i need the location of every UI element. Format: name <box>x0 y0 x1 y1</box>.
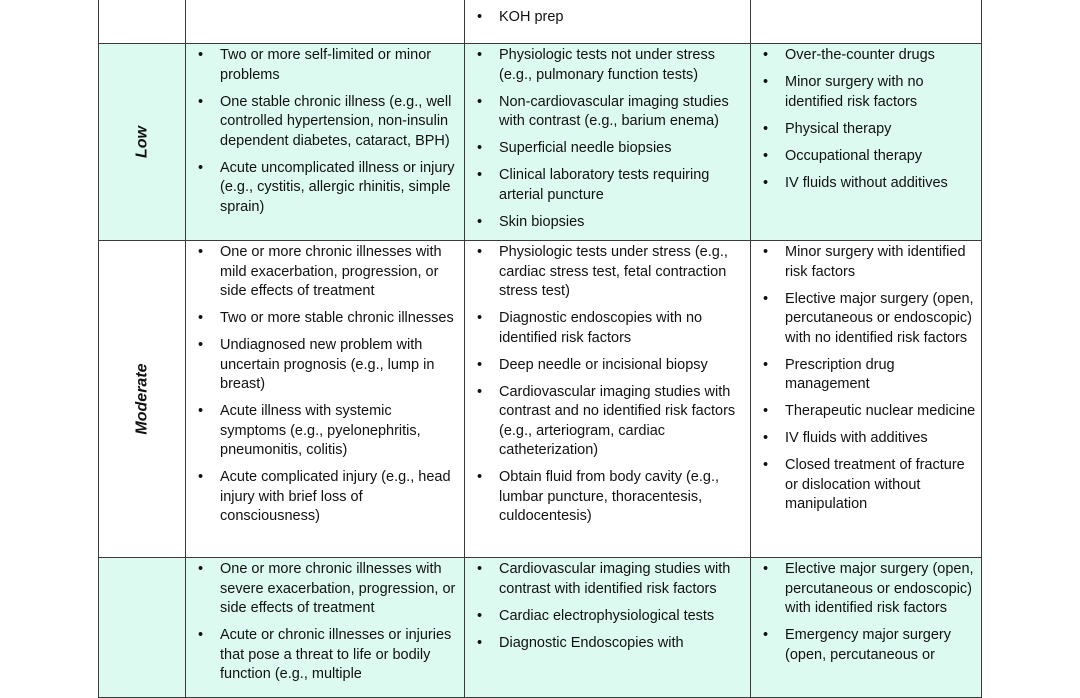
diagnostics-list <box>465 241 750 527</box>
list-item: • One or more chronic illnesses with severe exacerbation, progression, or side effects of treatment <box>186 560 460 619</box>
diagnostics-cell <box>465 44 751 241</box>
list-item: • Undiagnosed new problem with uncertain prognosis (e.g., lump in breast) <box>186 336 460 395</box>
list-item: • IV fluids without additives <box>751 174 977 194</box>
diagnostics-cell <box>465 0 751 44</box>
management-list <box>751 558 981 665</box>
list-item: • Elective major surgery (open, percutaneous or endoscopic) with identified risk factors <box>751 560 977 619</box>
list-item: • KOH prep <box>465 8 746 28</box>
list-item: • Minor surgery with identified risk factors <box>751 243 977 282</box>
diagnostics-list <box>465 0 750 28</box>
list-item: • Acute or chronic illnesses or injuries that pose a threat to life or bodily function (e.g., multiple <box>186 626 460 685</box>
list-item: • Physiologic tests not under stress (e.g., pulmonary function tests) <box>465 46 746 85</box>
list-item: • Emergency major surgery (open, percutaneous or <box>751 626 977 665</box>
diagnostics-list <box>465 558 750 653</box>
list-item: • Acute illness with systemic symptoms (e.g., pyelonephritis, pneumonitis, colitis) <box>186 402 460 461</box>
diagnostics-list <box>465 44 750 232</box>
list-item: • Cardiac electrophysiological tests <box>465 607 746 627</box>
risk-table <box>98 0 982 698</box>
list-item: • Diagnostic Endoscopies with <box>465 634 746 654</box>
list-item: • Non-cardiovascular imaging studies with contrast (e.g., barium enema) <box>465 93 746 132</box>
list-item: • Elective major surgery (open, percutaneous or endoscopic) with no identified risk factors <box>751 290 977 349</box>
list-item: • Cardiovascular imaging studies with contrast with identified risk factors <box>465 560 746 599</box>
list-item: • One stable chronic illness (e.g., well controlled hypertension, non-insulin dependent diabetes, cataract, BPH) <box>186 93 460 152</box>
level-cell <box>99 44 186 241</box>
list-item: • Minor surgery with no identified risk factors <box>751 73 977 112</box>
list-item <box>465 0 746 1</box>
problems-cell <box>186 0 465 44</box>
list-item: • Deep needle or incisional biopsy <box>465 356 746 376</box>
problems-cell <box>186 241 465 558</box>
level-label: Low <box>133 126 151 158</box>
list-item: • Two or more self-limited or minor problems <box>186 46 460 85</box>
level-cell <box>99 0 186 44</box>
list-item: • Acute complicated injury (e.g., head injury with brief loss of consciousness) <box>186 468 460 527</box>
list-item: • Over-the-counter drugs <box>751 46 977 66</box>
problems-list <box>186 558 464 685</box>
table-row <box>99 44 982 241</box>
list-item: • Obtain fluid from body cavity (e.g., lumbar puncture, thoracentesis, culdocentesis) <box>465 468 746 527</box>
list-item: • Clinical laboratory tests requiring arterial puncture <box>465 166 746 205</box>
management-cell <box>751 558 982 698</box>
list-item: • Superficial needle biopsies <box>465 139 746 159</box>
management-list <box>751 44 981 193</box>
table-row <box>99 558 982 698</box>
problems-cell <box>186 44 465 241</box>
list-item: • Occupational therapy <box>751 147 977 167</box>
level-cell <box>99 241 186 558</box>
list-item: • IV fluids with additives <box>751 429 977 449</box>
problems-list <box>186 44 464 217</box>
problems-list <box>186 241 464 527</box>
list-item: • One or more chronic illnesses with mild exacerbation, progression, or side effects of treatment <box>186 243 460 302</box>
list-item: • Physiologic tests under stress (e.g., cardiac stress test, fetal contraction stress test) <box>465 243 746 302</box>
problems-cell <box>186 558 465 698</box>
list-item: • Cardiovascular imaging studies with contrast and no identified risk factors (e.g., arteriogram, cardiac catheterization) <box>465 383 746 461</box>
management-list <box>751 241 981 515</box>
diagnostics-cell <box>465 241 751 558</box>
table-row <box>99 0 982 44</box>
list-item: • Two or more stable chronic illnesses <box>186 309 460 329</box>
table-row <box>99 241 982 558</box>
level-label: Moderate <box>133 363 151 435</box>
list-item: • Closed treatment of fracture or dislocation without manipulation <box>751 456 977 515</box>
level-cell <box>99 558 186 698</box>
list-item: • Acute uncomplicated illness or injury (e.g., cystitis, allergic rhinitis, simple sprain) <box>186 159 460 218</box>
list-item: • Diagnostic endoscopies with no identified risk factors <box>465 309 746 348</box>
diagnostics-cell <box>465 558 751 698</box>
risk-table-body <box>99 0 982 698</box>
list-item: • Physical therapy <box>751 120 977 140</box>
list-item: • Prescription drug management <box>751 356 977 395</box>
management-cell <box>751 0 982 44</box>
list-item: • Skin biopsies <box>465 213 746 233</box>
list-item: • Therapeutic nuclear medicine <box>751 402 977 422</box>
management-cell <box>751 241 982 558</box>
management-cell <box>751 44 982 241</box>
